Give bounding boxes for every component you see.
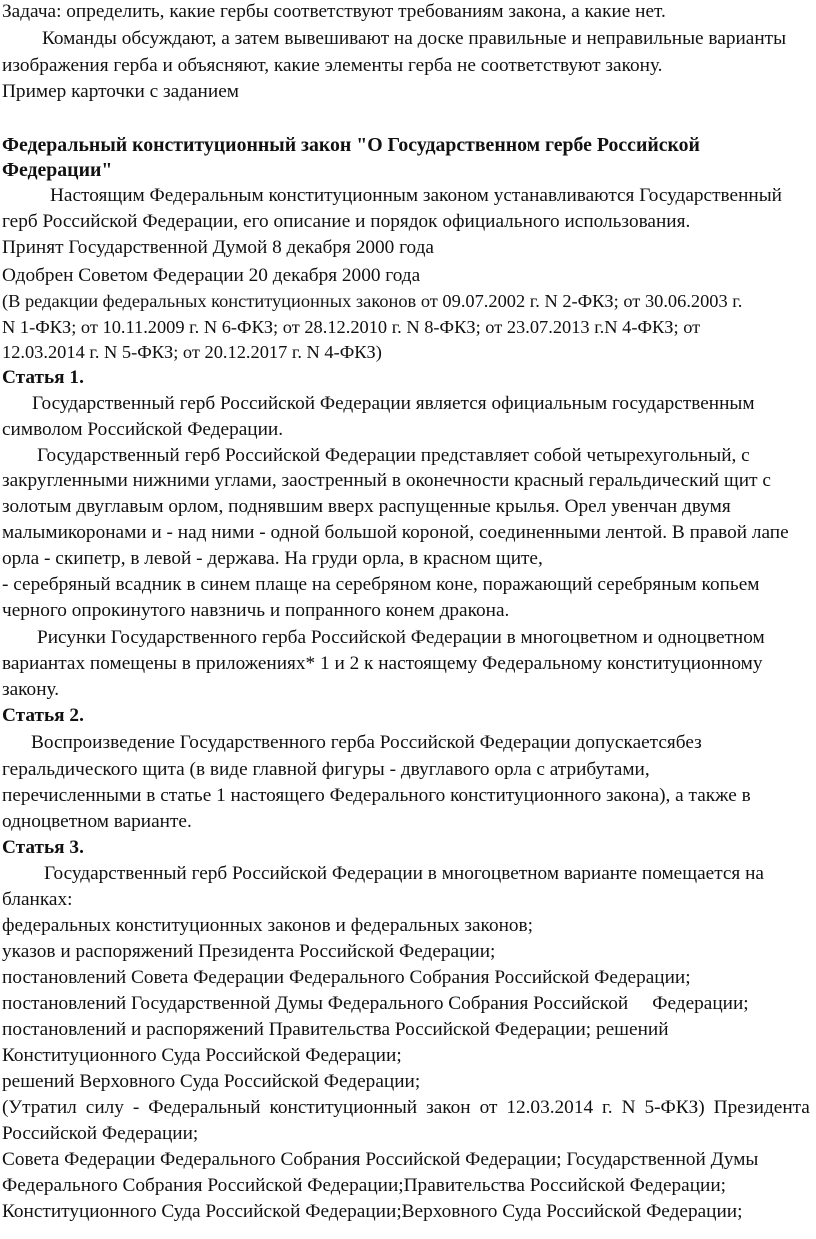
word: Президента: [713, 1097, 810, 1118]
law-editions-line: (В редакции федеральных конституционных законов от 09.07.2002 г. N 2-ФКЗ; от 30.06.2003 г.: [2, 291, 743, 311]
word: 5-ФКЗ): [644, 1097, 705, 1118]
law-editions-line: N 1-ФКЗ; от 10.11.2009 г. N 6-ФКЗ; от 28.12.2010 г. N 8-ФКЗ; от 23.07.2013 г.N 4-ФКЗ; от: [2, 317, 701, 337]
word: силу: [85, 1097, 124, 1118]
article-1-line: - серебряный всадник в синем плаще на серебряном коне, поражающий серебряным копьем: [2, 574, 760, 595]
task-example-caption: Пример карточки с заданием: [2, 81, 239, 102]
word: г.: [602, 1097, 613, 1118]
article-3-list-item: решений Верховного Суда Российской Федерации;: [2, 1071, 421, 1092]
task-instruction-line: Команды обсуждают, а затем вывешивают на доске правильные и неправильные варианты: [42, 28, 787, 49]
law-editions-line: 12.03.2014 г. N 5-ФКЗ; от 20.12.2017 г. N 4-ФКЗ): [2, 342, 382, 362]
law-title: Федерации": [2, 159, 113, 181]
article-3-line: Государственный герб Российской Федерации в многоцветном варианте помещается на: [44, 863, 764, 884]
article-1-line: вариантах помещены в приложениях* 1 и 2 к настоящему Федеральному конституционному: [2, 653, 763, 674]
article-3-list-item: Конституционного Суда Российской Федерации;Верховного Суда Российской Федерации;: [2, 1201, 743, 1222]
article-1-line: символом Российской Федерации.: [2, 419, 284, 440]
article-2-heading: Статья 2.: [2, 705, 84, 726]
article-1-heading: Статья 1.: [2, 367, 84, 388]
article-2-line: геральдического щита (в виде главной фигуры - двуглавого орла с атрибутами,: [2, 759, 650, 780]
article-1-line: золотым двуглавым орлом, поднявшим вверх распущенные крылья. Орел увенчан двумя: [2, 496, 731, 517]
article-3-line: бланках:: [2, 889, 73, 910]
article-3-list-item: Федерального Собрания Российской Федерации;Правительства Российской Федерации;: [2, 1175, 727, 1196]
word: N: [621, 1097, 636, 1118]
law-title: Федеральный конституционный закон "О Государственном гербе Российской: [2, 134, 700, 156]
word: (Утратил: [2, 1097, 77, 1118]
article-3-list-item: Конституционного Суда Российской Федерации;: [2, 1045, 402, 1066]
article-2-line: перечисленными в статье 1 настоящего Федерального конституционного закона), а также в: [2, 785, 751, 806]
article-1-line: Государственный герб Российской Федерации представляет собой четырехугольный, с: [37, 445, 750, 466]
article-1-line: закругленными нижними углами, заостренный в оконечности красный геральдический щит с: [2, 470, 771, 491]
word: закон: [426, 1097, 471, 1118]
article-1-line: Рисунки Государственного герба Российской Федерации в многоцветном и одноцветном: [37, 627, 765, 648]
word: от: [479, 1097, 498, 1118]
article-3-list-item: постановлений Государственной Думы Федерального Собрания Российской Федерации;: [2, 993, 749, 1014]
article-2-line: Воспроизведение Государственного герба Российской Федерации допускаетсябез: [31, 732, 702, 753]
law-adopted-date: Принят Государственной Думой 8 декабря 2000 года: [2, 237, 434, 258]
article-1-line: орла - скипетр, в левой - держава. На груди орла, в красном щите,: [2, 548, 543, 569]
law-intro-line: герб Российской Федерации, его описание и порядок официального использования.: [2, 211, 691, 232]
law-intro-line: Настоящим Федеральным конституционным законом устанавливаются Государственный: [50, 185, 782, 206]
word: -: [132, 1097, 140, 1118]
article-3-list-item: указов и распоряжений Президента Российской Федерации;: [2, 941, 496, 962]
law-approved-date: Одобрен Советом Федерации 20 декабря 2000 года: [2, 265, 421, 286]
article-3-list-item: постановлений Совета Федерации Федерального Собрания Российской Федерации;: [2, 967, 691, 988]
article-3-list-item: федеральных конституционных законов и федеральных законов;: [2, 915, 534, 936]
task-instruction-line: изображения герба и объясняют, какие элементы герба не соответствуют закону.: [2, 55, 663, 76]
article-1-line: закону.: [2, 679, 60, 700]
word: конституционный: [269, 1097, 418, 1118]
word: 12.03.2014: [506, 1097, 594, 1118]
article-3-justified-line: [2, 1097, 810, 1119]
article-3-list-item: Российской Федерации;: [2, 1123, 199, 1144]
article-2-line: одноцветном варианте.: [2, 811, 192, 832]
task-line: Задача: определить, какие гербы соответствуют требованиям закона, а какие нет.: [2, 1, 666, 22]
article-3-list-item: постановлений и распоряжений Правительства Российской Федерации; решений: [2, 1019, 669, 1040]
article-3-list-item: Совета Федерации Федерального Собрания Российской Федерации; Государственной Думы: [2, 1149, 759, 1170]
article-1-line: малымикоронами и - над ними - одной большой короной, соединенными лентой. В правой лапе: [2, 522, 789, 543]
word: Федеральный: [148, 1097, 261, 1118]
article-3-heading: Статья 3.: [2, 837, 84, 858]
article-1-line: черного опрокинутого навзничь и попранного конем дракона.: [2, 600, 510, 621]
article-1-line: Государственный герб Российской Федерации является официальным государственным: [32, 393, 755, 414]
